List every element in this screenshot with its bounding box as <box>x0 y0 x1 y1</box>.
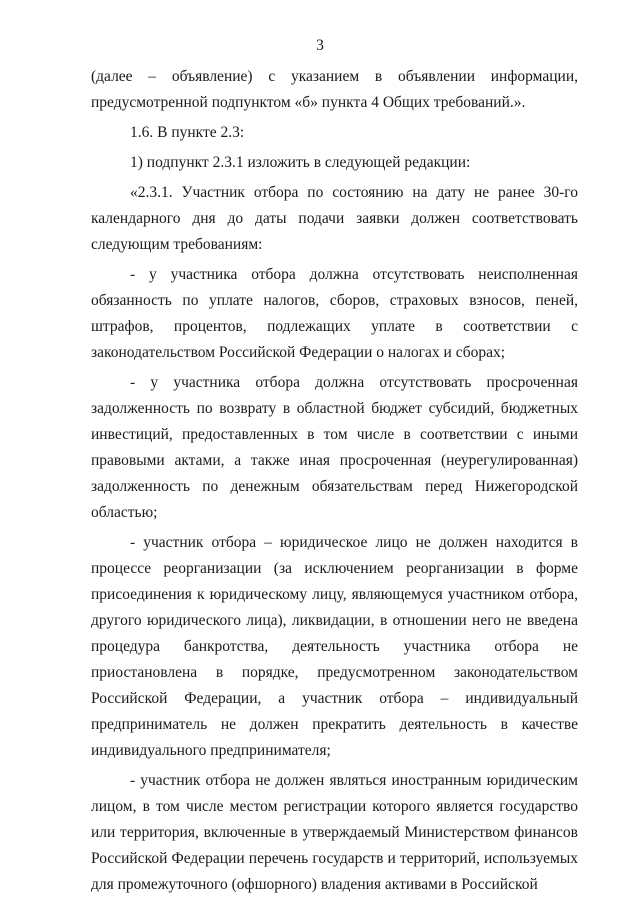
paragraph-requirement-reorganization: - участник отбора – юридическое лицо не должен находится в процессе реорганизации (за исключением реорганизации в форме присоединения к юридическому лицу, являющемуся участником отбора, другого юридического лица), ликвидации, в отношении него не введена процедура банкротства, деятельность участника отбора не приостановлена в порядке, предусмотренном законодательством Российской Федерации, а участник отбора – индивидуальный предприниматель не должен прекратить деятельность в качестве индивидуального предпринимателя; <box>91 534 578 759</box>
paragraph-requirement-foreign-entity: - участник отбора не должен являться иностранным юридическим лицом, в том числе местом регистрации которого является государство или территория, включенные в утверждаемый Министерством финансов Российской Федерации перечень государств и территорий, используемых для промежуточного (офшорного) владения активами в Российской <box>91 772 578 893</box>
paragraph-clause-1-6: 1.6. В пункте 2.3: <box>130 124 245 141</box>
paragraph-continuation: (далее – объявление) с указанием в объявлении информации, предусмотренной подпунктом «б» пункта 4 Общих требований.». <box>91 68 578 111</box>
page-number: 3 <box>316 37 324 54</box>
document-body <box>91 64 578 898</box>
paragraph-requirement-taxes: - у участника отбора должна отсутствовать неисполненная обязанность по уплате налогов, сборов, страховых взносов, пеней, штрафов, процентов, подлежащих уплате в соответствии с законодательством Российской Федерации о налогах и сборах; <box>91 266 578 361</box>
paragraph-subclause-1: 1) подпункт 2.3.1 изложить в следующей редакции: <box>130 154 471 171</box>
paragraph-requirement-debt: - у участника отбора должна отсутствовать просроченная задолженность по возврату в областной бюджет субсидий, бюджетных инвестиций, предоставленных в том числе в соответствии с иными правовыми актами, а также иная просроченная (неурегулированная) задолженность по денежным обязательствам перед Нижегородской областью; <box>91 374 578 521</box>
paragraph-clause-2-3-1: «2.3.1. Участник отбора по состоянию на дату не ранее 30-го календарного дня до даты подачи заявки должен соответствовать следующим требованиям: <box>91 184 578 253</box>
